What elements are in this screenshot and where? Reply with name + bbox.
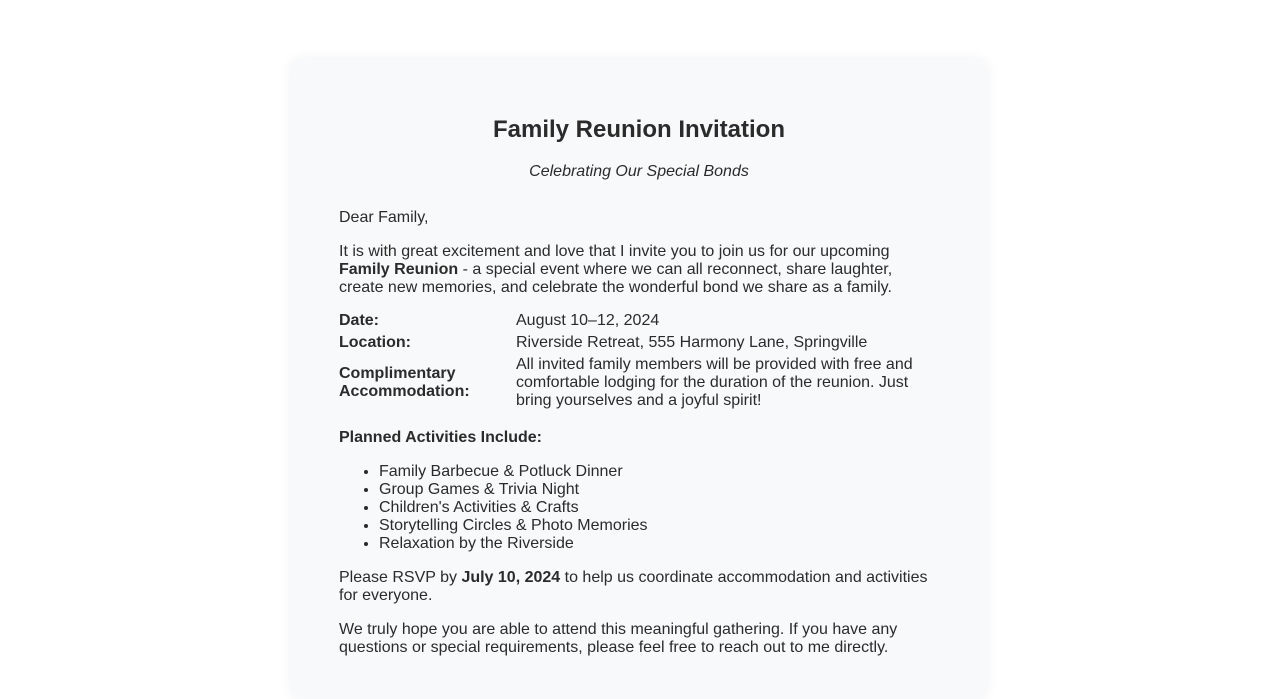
activities-list [339, 463, 939, 553]
intro-text-start: It is with great excitement and love that I invite you to join us for our upcoming [339, 243, 890, 260]
subtitle: Celebrating Our Special Bonds [529, 163, 749, 180]
closing-paragraph: We truly hope you are able to attend this meaningful gathering. If you have any questions or special requirements, please feel free to reach out to me directly. [339, 621, 898, 656]
event-details-table [336, 309, 933, 413]
rsvp-text-end: to help us coordinate accommodation and activities for everyone. [339, 569, 928, 604]
detail-row-date [339, 311, 930, 331]
detail-label: Complimentary Accommodation: [339, 365, 470, 400]
detail-value: August 10–12, 2024 [516, 312, 660, 329]
detail-label: Date: [339, 312, 380, 329]
detail-value: All invited family members will be provided with free and comfortable lodging for the duration of the reunion. Just bring yourselves and a joyful spirit! [516, 356, 913, 409]
detail-row-accommodation [339, 355, 930, 411]
intro-text-end: - a special event where we can all reconnect, share laughter, create new memories, and celebrate the wonderful bond we share as a family. [339, 261, 893, 296]
intro-event-name: Family Reunion [339, 261, 459, 278]
page-title: Family Reunion Invitation [492, 116, 786, 143]
invitation-card [291, 59, 987, 699]
list-item: • Group Games & Trivia Night [379, 481, 939, 499]
list-item: • Storytelling Circles & Photo Memories [379, 517, 939, 535]
greeting: Dear Family, [339, 209, 429, 226]
intro-paragraph [339, 243, 939, 297]
detail-value: Riverside Retreat, 555 Harmony Lane, Springville [516, 334, 868, 351]
detail-row-location [339, 333, 930, 353]
letter-body [339, 209, 939, 673]
list-item: • Relaxation by the Riverside [379, 535, 939, 553]
detail-label: Location: [339, 334, 411, 351]
rsvp-deadline: July 10, 2024 [461, 569, 561, 586]
activities-heading: Planned Activities Include: [339, 429, 543, 446]
rsvp-text-start: Please RSVP by [339, 569, 462, 586]
list-item: • Children's Activities & Crafts [379, 499, 939, 517]
rsvp-paragraph [339, 569, 939, 605]
list-item: • Family Barbecue & Potluck Dinner [379, 463, 939, 481]
